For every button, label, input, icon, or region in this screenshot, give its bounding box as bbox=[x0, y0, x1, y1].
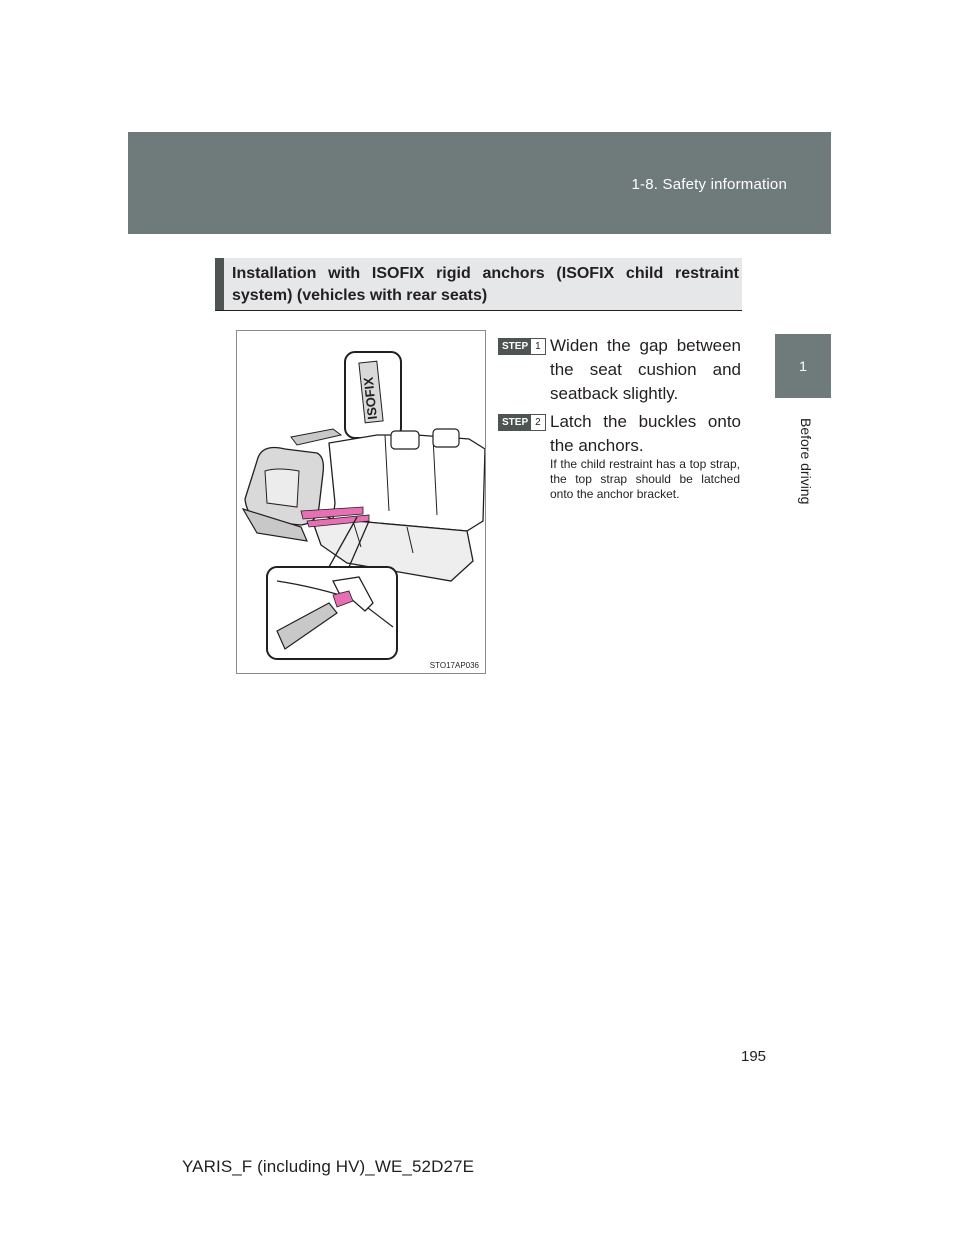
step-badge: STEP 1 bbox=[498, 338, 546, 355]
isofix-callout-text: ISOFIX bbox=[360, 376, 380, 421]
step-text: Widen the gap between the seat cushion and seatback slightly. bbox=[550, 336, 741, 403]
heading-accent-bar bbox=[215, 258, 224, 310]
isofix-illustration bbox=[236, 330, 486, 674]
chapter-label: Before driving bbox=[798, 418, 814, 505]
step-list bbox=[498, 334, 741, 458]
chapter-number: 1 bbox=[799, 358, 807, 374]
section-heading-text: Installation with ISOFIX rigid anchors (ISOFIX child restraint system) (vehicles with rear seats) bbox=[232, 265, 739, 304]
header-bar bbox=[128, 132, 831, 234]
document-footer: YARIS_F (including HV)_WE_52D27E bbox=[182, 1157, 475, 1176]
seat-drawing bbox=[237, 331, 485, 673]
section-heading bbox=[215, 258, 742, 311]
step-item-1 bbox=[498, 334, 741, 406]
step-badge: STEP 2 bbox=[498, 414, 546, 431]
figure-code: STO17AP036 bbox=[429, 661, 479, 670]
chapter-tab bbox=[775, 334, 831, 398]
section-title: 1-8. Safety information bbox=[631, 176, 787, 193]
page-number: 195 bbox=[741, 1048, 767, 1065]
step-item-2 bbox=[498, 410, 741, 458]
step-text: Latch the buckles onto the anchors. bbox=[550, 412, 741, 455]
step-note: If the child restraint has a top strap, the top strap should be latched onto the anchor bracket. bbox=[550, 457, 740, 501]
